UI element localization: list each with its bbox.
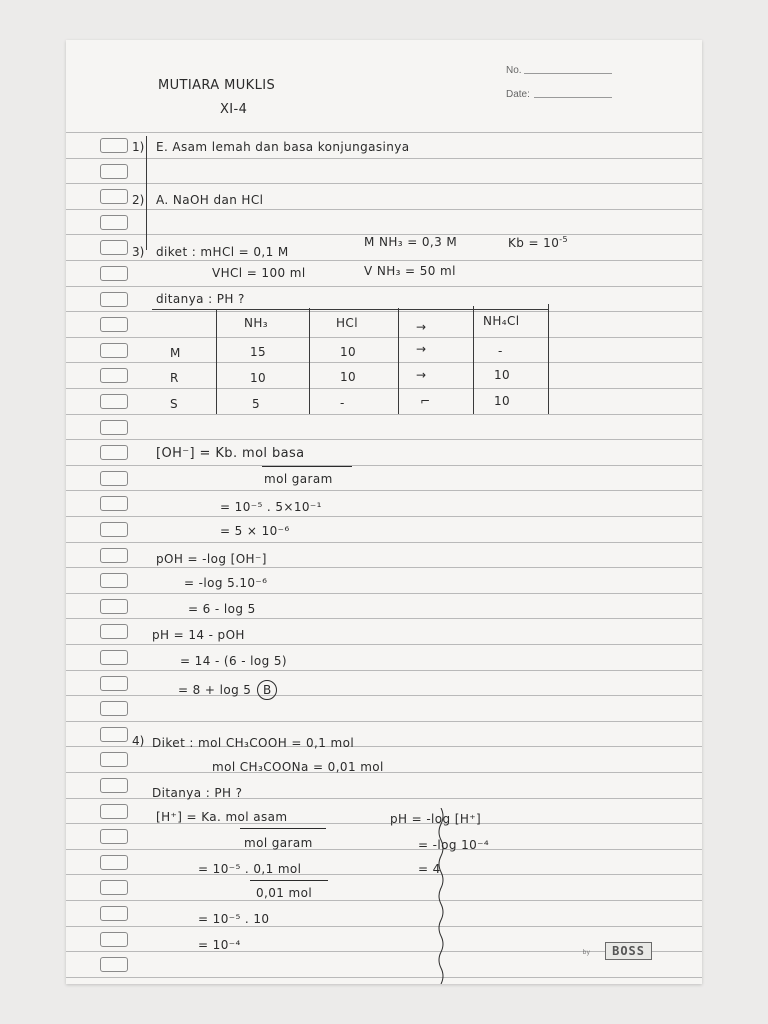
ruled-line	[66, 977, 702, 978]
row-checkbox	[100, 906, 128, 921]
table-header-hcl: HCl	[336, 316, 358, 330]
h-step-fraction-bar	[250, 880, 328, 881]
answer-4-diket-2: mol CH₃COONa = 0,01 mol	[212, 760, 384, 774]
answer-3-diket-1: diket : mHCl = 0,1 M	[156, 245, 289, 259]
row-checkbox	[100, 292, 128, 307]
row-checkbox	[100, 266, 128, 281]
poh-step-1: pOH = -log [OH⁻]	[156, 552, 267, 566]
row-checkbox	[100, 240, 128, 255]
row-checkbox	[100, 368, 128, 383]
table-cell: -	[340, 396, 345, 410]
brand-logo: BOSS	[605, 942, 652, 960]
oh-fraction-bar	[262, 466, 352, 467]
ruled-line	[66, 311, 702, 312]
answer-3-diket-4: VHCl = 100 ml	[212, 266, 306, 280]
row-checkbox	[100, 829, 128, 844]
ruled-line	[66, 670, 702, 671]
poh-step-3: = 6 - log 5	[188, 602, 256, 616]
row-checkbox	[100, 471, 128, 486]
ruled-line	[66, 439, 702, 440]
table-cell: →	[416, 342, 427, 356]
ruled-line	[66, 874, 702, 875]
oh-formula: [OH⁻] = Kb. mol basa	[156, 446, 305, 461]
h-step-1-numerator: = 10⁻⁵ . 0,1 mol	[198, 862, 302, 876]
table-cell: -	[498, 344, 503, 358]
ph-step-1: pH = 14 - pOH	[152, 628, 245, 642]
no-label: No.	[506, 65, 522, 76]
h-formula: [H⁺] = Ka. mol asam	[156, 810, 288, 824]
notebook-page	[66, 40, 702, 984]
row-checkbox	[100, 599, 128, 614]
row-checkbox	[100, 701, 128, 716]
row-checkbox	[100, 932, 128, 947]
ruled-line	[66, 593, 702, 594]
table-cell: 15	[250, 345, 267, 359]
table-cell: →	[416, 368, 427, 382]
table-header-nh4cl: NH₄Cl	[483, 314, 520, 328]
h-denominator: mol garam	[244, 836, 313, 850]
ruled-line	[66, 209, 702, 210]
table-row-m-label: M	[170, 346, 181, 360]
ruled-line	[66, 132, 702, 133]
answer-4-diket-1: Diket : mol CH₃COOH = 0,1 mol	[152, 736, 355, 750]
table-cell: ⌐	[420, 394, 431, 408]
no-line	[524, 73, 612, 74]
table-cell: 10	[340, 370, 357, 384]
table-cell: 10	[494, 394, 511, 408]
ruled-line	[66, 926, 702, 927]
poh-step-2: = -log 5.10⁻⁶	[184, 576, 268, 590]
h-step-1-denominator: 0,01 mol	[256, 886, 313, 900]
table-cell: 10	[494, 368, 511, 382]
ruled-line	[66, 516, 702, 517]
row-checkbox	[100, 727, 128, 742]
answer-1-number: 1)	[132, 140, 145, 154]
ruled-line	[66, 542, 702, 543]
row-checkbox	[100, 522, 128, 537]
ruled-line	[66, 644, 702, 645]
oh-step-1: = 10⁻⁵ . 5×10⁻¹	[220, 500, 322, 514]
ruled-line	[66, 695, 702, 696]
ph4-step-2: = -log 10⁻⁴	[418, 838, 490, 852]
ph4-step-3: = 4	[418, 862, 441, 876]
row-checkbox	[100, 957, 128, 972]
answer-4-ditanya: Ditanya : PH ?	[152, 786, 243, 800]
ruled-line	[66, 772, 702, 773]
row-checkbox	[100, 164, 128, 179]
ruled-line	[66, 849, 702, 850]
ph4-step-1: pH = -log [H⁺]	[390, 812, 482, 826]
row-checkbox	[100, 804, 128, 819]
h-step-3: = 10⁻⁴	[198, 938, 241, 952]
ruled-line	[66, 286, 702, 287]
row-checkbox	[100, 624, 128, 639]
row-checkbox	[100, 548, 128, 563]
ruled-line	[66, 260, 702, 261]
answer-2-text: A. NaOH dan HCl	[156, 193, 264, 207]
table-row-s-label: S	[170, 397, 179, 411]
answer-1-text: E. Asam lemah dan basa konjungasinya	[156, 140, 410, 154]
ruled-line	[66, 618, 702, 619]
answer-3-diket-2: M NH₃ = 0,3 M	[364, 235, 458, 249]
brand-prefix: by	[582, 949, 590, 956]
answer-4-number: 4)	[132, 734, 145, 748]
margin-line-top	[146, 136, 147, 250]
ruled-line	[66, 158, 702, 159]
row-checkbox	[100, 676, 128, 691]
row-checkbox	[100, 855, 128, 870]
table-header-arrow: →	[416, 320, 427, 334]
row-checkbox	[100, 880, 128, 895]
row-checkbox	[100, 394, 128, 409]
h-step-2: = 10⁻⁵ . 10	[198, 912, 270, 926]
row-checkbox	[100, 778, 128, 793]
answer-2-number: 2)	[132, 193, 145, 207]
row-checkbox	[100, 189, 128, 204]
oh-denominator: mol garam	[264, 472, 333, 486]
answer-3-diket-5: V NH₃ = 50 ml	[364, 264, 456, 278]
ruled-line	[66, 567, 702, 568]
student-class: XI-4	[220, 102, 248, 117]
table-header-nh3: NH₃	[244, 316, 269, 330]
h-fraction-bar	[240, 828, 326, 829]
ruled-line	[66, 721, 702, 722]
table-cell: 10	[340, 345, 357, 359]
ruled-line	[66, 414, 702, 415]
ph-step-2: = 14 - (6 - log 5)	[180, 654, 287, 668]
row-checkbox	[100, 215, 128, 230]
row-checkbox	[100, 573, 128, 588]
ph-step-3: = 8 + log 5 B	[178, 680, 277, 700]
ruled-line	[66, 183, 702, 184]
answer-3-diket-3: $Kb = 10^{-5}$	[508, 235, 569, 250]
answer-3-ditanya: ditanya : PH ?	[156, 292, 245, 306]
ruled-line	[66, 362, 702, 363]
oh-step-2: = 5 × 10⁻⁶	[220, 524, 290, 538]
ruled-line	[66, 465, 702, 466]
column-divider	[437, 808, 445, 984]
answer-choice-circle: B	[257, 680, 277, 700]
table-row-r-label: R	[170, 371, 179, 385]
answer-3-number: 3)	[132, 245, 145, 259]
table-cell: 5	[252, 397, 261, 411]
row-checkbox	[100, 496, 128, 511]
row-checkbox	[100, 420, 128, 435]
ruled-line	[66, 388, 702, 389]
row-checkbox	[100, 317, 128, 332]
date-label: Date:	[506, 89, 530, 100]
table-cell: 10	[250, 371, 267, 385]
ruled-line	[66, 490, 702, 491]
ruled-line	[66, 900, 702, 901]
row-checkbox	[100, 752, 128, 767]
ruled-line	[66, 337, 702, 338]
row-checkbox	[100, 343, 128, 358]
date-line	[534, 97, 612, 98]
row-checkbox	[100, 650, 128, 665]
student-name: MUTIARA MUKLIS	[158, 78, 276, 93]
row-checkbox	[100, 445, 128, 460]
row-checkbox	[100, 138, 128, 153]
